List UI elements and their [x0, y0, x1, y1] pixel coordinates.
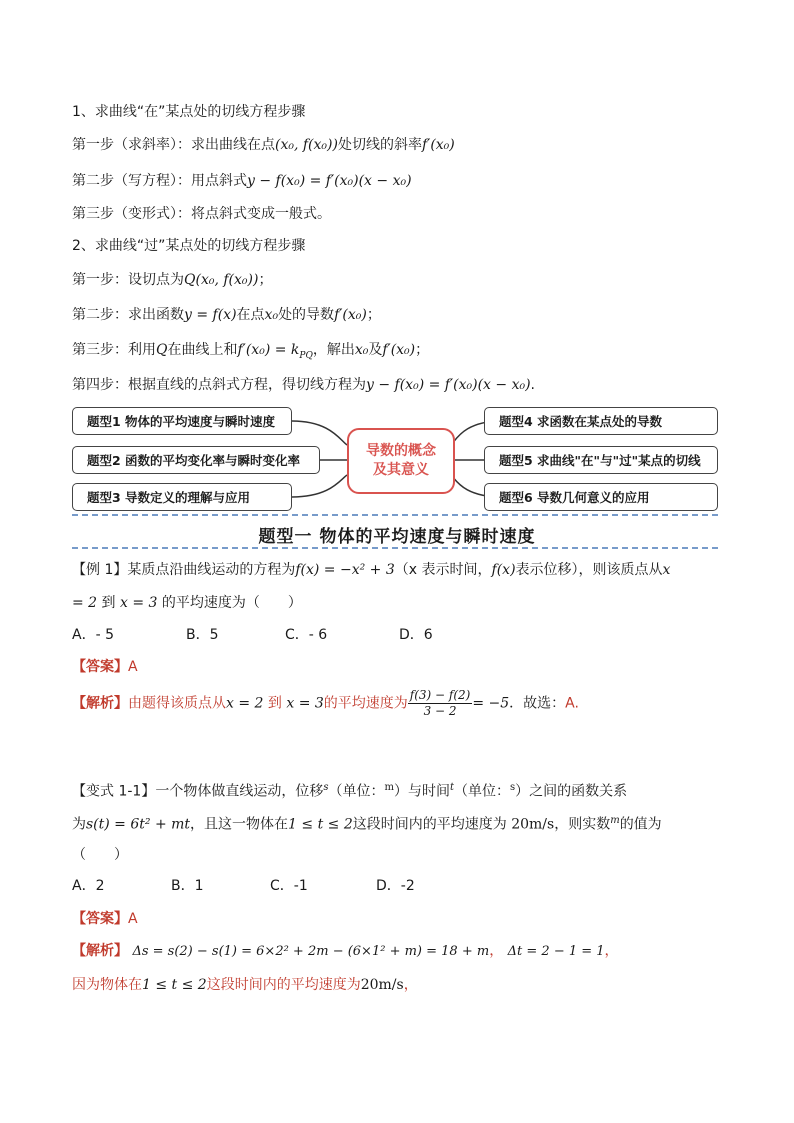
math-expr: x₀ — [354, 342, 369, 358]
math-expr: t — [449, 782, 454, 793]
analysis-text: 到 — [267, 695, 282, 712]
answer-tag: 【答案】 — [72, 911, 128, 927]
step-text: ； — [258, 272, 273, 288]
math-expr: m — [610, 815, 620, 826]
example1-line2 — [72, 593, 302, 613]
math-expr: f(x) = −x² + 3 — [295, 562, 395, 578]
option-a: A．- 5 — [72, 627, 114, 643]
question-text: ，则实数 — [554, 816, 611, 833]
question-text: ）之间的函数关系 — [515, 783, 628, 800]
step-label: 第二步：求出函数 — [72, 307, 184, 323]
steps-through-step1 — [72, 270, 272, 290]
option-b: B．5 — [186, 627, 219, 643]
answer-value: A — [128, 659, 138, 675]
math-expr: x = 3 — [286, 695, 324, 712]
steps-through-step3 — [72, 340, 429, 366]
variant1-analysis-line2 — [72, 975, 418, 995]
steps-at-step1 — [72, 135, 455, 155]
analysis-text: ， — [489, 943, 504, 959]
option-c: C．-1 — [270, 878, 308, 894]
math-expr: y − f(x₀) = f′(x₀)(x − x₀) — [366, 377, 531, 393]
variant1-line3: （ ） — [72, 847, 128, 863]
math-expr: x — [662, 562, 671, 578]
steps-at-step3: 第三步（变形式）：将点斜式变成一般式。 — [72, 206, 331, 222]
math-expr: Q — [156, 342, 168, 358]
option-b: B．1 — [171, 878, 204, 894]
analysis-tag: 【解析】 — [72, 943, 128, 959]
step-text: 处的导数 — [278, 307, 335, 323]
step-text: ； — [415, 342, 430, 358]
math-expr: s — [509, 782, 516, 793]
variant-tag: 【变式 1-1】 — [72, 783, 156, 800]
math-expr: = −5 — [472, 695, 510, 712]
math-expr: y = f(x) — [184, 307, 237, 323]
analysis-text: 的平均速度为 — [323, 695, 408, 712]
answer-tag: 【答案】 — [72, 659, 128, 675]
step-text: 处切线的斜率 — [337, 137, 422, 153]
step-label: 第一步：设切点为 — [72, 272, 184, 288]
question-text: 某质点沿曲线运动的方程为 — [127, 562, 296, 578]
option-d: D．-2 — [376, 878, 415, 894]
math-expr: x₀ — [264, 307, 279, 323]
math-expr: y − f(x₀) = f′(x₀)(x − x₀) — [247, 173, 412, 189]
math-expr: f′(x₀) — [382, 342, 416, 358]
question-text: 一个物体做直线运动，位移 — [155, 783, 324, 800]
mindmap-center-line2: 及其意义 — [373, 462, 429, 478]
step-label: 第四步：根据直线的点斜式方程，得切线方程为 — [72, 377, 366, 393]
mindmap-topic-2: 题型2 函数的平均变化率与瞬时变化率 — [72, 446, 320, 474]
variant1-options — [72, 876, 415, 896]
question-text: （x 表示时间， — [394, 562, 492, 578]
steps-through-heading: 2、求曲线“过”某点处的切线方程步骤 — [72, 238, 306, 254]
analysis-text: ， — [604, 943, 619, 959]
math-expr: f′(x₀) — [421, 137, 455, 153]
question-text: 的值为 — [619, 816, 662, 833]
math-expr: Δt = 2 − 1 = 1 — [507, 944, 605, 959]
math-expr: f′(x₀) = k — [237, 342, 300, 358]
math-expr: m — [384, 782, 394, 793]
fraction-denominator: 3 − 2 — [423, 704, 457, 718]
math-subscript: PQ — [299, 350, 313, 361]
question-text: 这段时间内的平均速度为 — [352, 816, 507, 833]
example1-analysis — [72, 688, 579, 719]
math-expr: s — [323, 782, 329, 793]
math-expr: = 2 — [72, 595, 98, 611]
fraction — [408, 688, 473, 719]
question-text: 的平均速度为（ ） — [161, 595, 302, 611]
question-text: （单位： — [453, 783, 510, 800]
analysis-text: ， — [403, 977, 418, 993]
math-expr: (x₀, f(x₀)) — [275, 137, 338, 153]
question-text: 为 — [72, 816, 86, 833]
math-expr: f(x) — [491, 562, 516, 578]
step-label: 第一步（求斜率）：求出曲线在点 — [72, 137, 275, 153]
math-expr: 1 ≤ t ≤ 2 — [288, 816, 353, 833]
option-a: A．2 — [72, 878, 105, 894]
step-text: ； — [366, 307, 381, 323]
mindmap-center-line1: 导数的概念 — [366, 443, 436, 459]
variant1-answer — [72, 909, 138, 929]
variant1-line1 — [72, 778, 627, 802]
fraction-numerator: f(3) − f(2) — [409, 688, 471, 702]
variant1-line2 — [72, 811, 662, 835]
step-text: 在点 — [236, 307, 265, 323]
example-tag: 【例 1】 — [72, 562, 128, 578]
option-c: C．- 6 — [285, 627, 328, 643]
analysis-text: 由题得该质点从 — [128, 695, 226, 712]
math-expr: s(t) = 6t² + mt — [86, 816, 191, 833]
variant1-analysis — [72, 941, 619, 962]
mindmap-topic-6: 题型6 导数几何意义的应用 — [484, 483, 718, 511]
math-expr: 20m/s — [511, 816, 555, 833]
step-text: ，解出 — [312, 342, 355, 358]
step-text: 及 — [368, 342, 383, 358]
math-expr: 20m/s — [360, 977, 404, 993]
mindmap-topic-5: 题型5 求曲线"在"与"过"某点的切线 — [484, 446, 718, 474]
mindmap-topic-4: 题型4 求函数在某点处的导数 — [484, 407, 718, 435]
question-text: ）与时间 — [393, 783, 450, 800]
option-d: D．6 — [399, 627, 433, 643]
analysis-text: 因为物体在 — [72, 977, 142, 993]
question-text: （单位： — [328, 783, 385, 800]
math-expr: x = 2 — [226, 695, 264, 712]
step-text: 在曲线上和 — [167, 342, 238, 358]
analysis-text: 这段时间内的平均速度为 — [206, 977, 361, 993]
math-expr: x = 3 — [120, 595, 158, 611]
answer-value: A — [128, 911, 138, 927]
example1-answer — [72, 657, 138, 677]
step-label: 第二步（写方程）：用点斜式 — [72, 173, 247, 189]
steps-at-heading: 1、求曲线“在”某点处的切线方程步骤 — [72, 104, 306, 120]
math-expr: Δs = s(2) − s(1) = 6×2² + 2m − (6×1² + m) = 18 + m — [132, 944, 490, 959]
analysis-text: ．故选： — [509, 695, 566, 712]
step-label: 第三步：利用 — [72, 342, 156, 358]
mindmap-center — [347, 428, 455, 494]
steps-through-step2 — [72, 305, 381, 325]
math-expr: f′(x₀) — [334, 307, 367, 323]
step-text: . — [530, 377, 535, 393]
steps-at-step2 — [72, 171, 412, 191]
mindmap-topic-3: 题型3 导数定义的理解与应用 — [72, 483, 292, 511]
math-expr: Q(x₀, f(x₀)) — [184, 272, 259, 288]
example1-line1 — [72, 560, 670, 580]
question-text: ，且这一物体在 — [190, 816, 289, 833]
section-title: 题型一 物体的平均速度与瞬时速度 — [258, 527, 536, 547]
steps-through-step4 — [72, 375, 535, 395]
analysis-tag: 【解析】 — [72, 695, 128, 712]
example1-options — [72, 625, 433, 645]
question-text: 表示位移），则该质点从 — [515, 562, 663, 578]
question-text: 到 — [101, 595, 116, 611]
analysis-answer: A. — [565, 695, 579, 712]
mindmap-topic-1: 题型1 物体的平均速度与瞬时速度 — [72, 407, 292, 435]
math-expr: 1 ≤ t ≤ 2 — [142, 977, 207, 993]
